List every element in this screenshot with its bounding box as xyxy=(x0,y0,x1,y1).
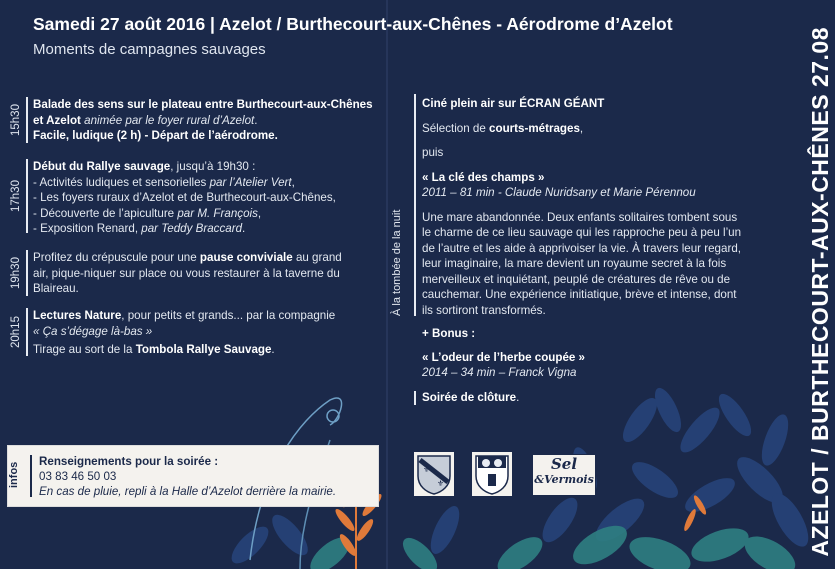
page-title: Samedi 27 août 2016 | Azelot / Burthecourt-aux-Chênes - Aérodrome d’Azelot xyxy=(33,14,673,34)
rallye-item-end: , xyxy=(257,206,262,220)
side-title-text: AZELOT / BURTHECOURT-AUX-CHÊNES 27.08 xyxy=(807,27,833,557)
info-heading: Renseignements pour la soirée : xyxy=(39,455,219,468)
cine-heading: Ciné plein air sur ÉCRAN GÉANT xyxy=(422,97,605,110)
pause-bold: pause conviviale xyxy=(199,251,293,264)
program-line-italic: animée par le foyer rural d’Azelot xyxy=(84,113,255,127)
synopsis-line: ils sortiront transformés. xyxy=(422,303,546,317)
film1-synopsis xyxy=(422,210,777,319)
info-bar xyxy=(30,455,32,497)
rallye-item-end: , xyxy=(291,175,295,189)
film2-title: « L’odeur de l’herbe coupée » xyxy=(422,350,586,364)
rallye-item-italic: par l’Atelier Vert xyxy=(209,175,292,189)
rallye-title: Début du Rallye sauvage xyxy=(33,160,171,173)
night-vertical-label: À la tombée de la nuit xyxy=(391,209,403,316)
time-bar xyxy=(26,97,28,143)
rallye-item: - Découverte de l’apiculture xyxy=(33,206,178,220)
program-1930-text xyxy=(33,250,342,297)
program-line: et Azelot xyxy=(33,113,81,127)
film1-title: « La clé des champs » xyxy=(422,170,545,184)
lectures-company: « Ça s’dégage là-bas » xyxy=(33,324,153,338)
lectures-bold: Lectures Nature xyxy=(33,309,122,322)
rallye-item: - Exposition Renard, xyxy=(33,222,142,235)
night-program xyxy=(422,96,777,381)
closing-line xyxy=(422,390,777,406)
pause-line: air, pique-niquer sur place ou vous restaurer à la taverne du xyxy=(33,266,340,280)
rallye-item: - Les foyers ruraux d’Azelot et de Burthecourt-aux-Chênes, xyxy=(33,191,336,204)
tombola-bold: Tombola Rallye Sauvage xyxy=(135,343,272,356)
rallye-item-end: . xyxy=(242,222,246,235)
time-1730: 17h30 xyxy=(10,180,22,212)
closing-end: . xyxy=(516,391,520,404)
rallye-title-rest: , jusqu’à 19h30 : xyxy=(170,160,256,173)
svg-text:⚜: ⚜ xyxy=(423,465,431,474)
tombola-pre: Tirage au sort de la xyxy=(33,343,136,356)
time-1530: 15h30 xyxy=(10,104,22,136)
info-phone: 03 83 46 50 03 xyxy=(39,470,117,483)
burthecourt-crest-logo xyxy=(472,452,512,496)
time-1930: 19h30 xyxy=(10,257,22,289)
pause-pre: Profitez du crépuscule pour une xyxy=(33,251,200,264)
time-bar xyxy=(26,308,28,356)
svg-text:⚜: ⚜ xyxy=(437,479,445,488)
side-title xyxy=(807,0,835,569)
pause-post: au grand xyxy=(292,251,342,264)
time-bar xyxy=(26,159,28,233)
program-2015-text xyxy=(33,308,335,358)
film1-meta: 2011 – 81 min - Claude Nuridsany et Marie Pérennou xyxy=(422,186,696,199)
closing-text: Soirée de clôture xyxy=(422,391,517,404)
info-label: infos xyxy=(8,461,20,489)
program-line: Facile, ludique (2 h) - Départ de l’aérodrome. xyxy=(33,129,278,142)
rallye-item: - Activités ludiques et sensorielles xyxy=(33,175,210,189)
synopsis-line: le charme de ce lieu sauvage qui les rapproche peu à peu l’un xyxy=(422,226,742,239)
night-bar xyxy=(414,94,416,316)
rallye-item-italic: par Teddy Braccard xyxy=(141,222,243,235)
bonus-label: + Bonus : xyxy=(422,327,476,340)
selection-end: , xyxy=(579,121,584,135)
info-rain: En cas de pluie, repli à la Halle d’Azelot derrière la mairie. xyxy=(39,485,337,498)
synopsis-line: de l’autre et les aide à apprivoiser la vie. À travers leur regard, xyxy=(422,241,741,255)
program-1530-text xyxy=(33,97,373,144)
rallye-item-italic: par M. François xyxy=(177,206,258,220)
fold-line xyxy=(386,0,388,569)
puis-text: puis xyxy=(422,146,444,159)
synopsis-line: Une mare abandonnée. Deux enfants solitaires tombent sous xyxy=(422,210,738,224)
page-subtitle: Moments de campagnes sauvages xyxy=(33,41,266,58)
pause-line: Blaireau. xyxy=(33,282,79,295)
film2-meta: 2014 – 34 min – Franck Vigna xyxy=(422,366,577,379)
lectures-post: , pour petits et grands... par la compagnie xyxy=(121,309,336,322)
synopsis-line: leur imaginaire, la mare devient un royaume secret à la fois xyxy=(422,257,727,270)
selection-pre: Sélection de xyxy=(422,121,490,135)
program-line: Balade des sens sur le plateau entre Burthecourt-aux-Chênes xyxy=(33,98,373,111)
closing-bar xyxy=(414,391,416,405)
synopsis-line: cauchemar. Une expérience initiatique, brève et intense, dont xyxy=(422,288,737,301)
selection-bold: courts-métrages xyxy=(489,121,580,135)
program-line: . xyxy=(254,113,258,127)
azelot-crest-logo xyxy=(414,452,454,496)
tombola-end: . xyxy=(271,343,275,356)
time-2015: 20h15 xyxy=(10,316,22,348)
sel-text: Sel xyxy=(550,455,578,473)
vermois-text: &Vermois xyxy=(534,473,594,486)
synopsis-line: merveilleux et inquiétant, peuplé de créatures de rêve ou de xyxy=(422,272,731,286)
time-bar xyxy=(26,250,28,296)
program-1730-text xyxy=(33,159,336,237)
sel-vermois-logo xyxy=(532,454,596,496)
